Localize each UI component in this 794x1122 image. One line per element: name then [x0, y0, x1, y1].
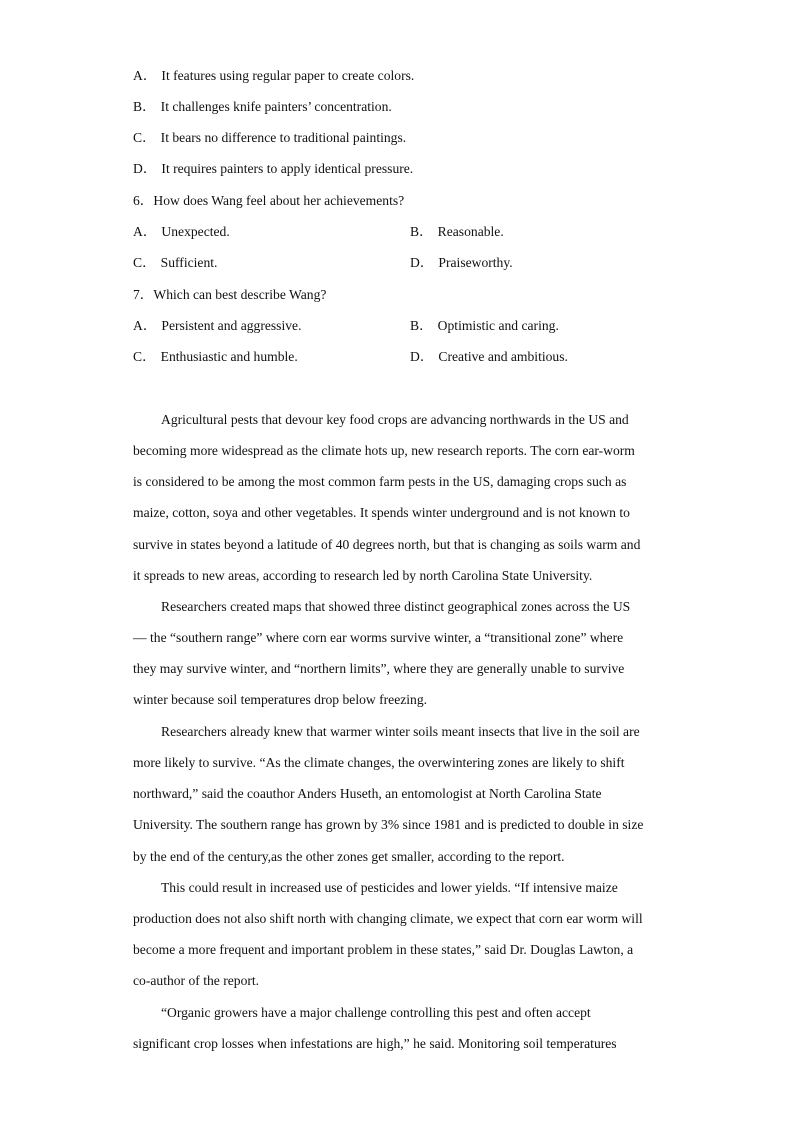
passage-line: survive in states beyond a latitude of 40 degrees north, but that is changing as soils warm and — [133, 537, 641, 552]
q7-option-a: A． Persistent and aggressive. — [133, 318, 302, 333]
passage-line: they may survive winter, and “northern limits”, where they are generally unable to survive — [133, 661, 625, 676]
passage-line: northward,” said the coauthor Anders Huseth, an entomologist at North Carolina State — [133, 786, 602, 801]
passage-line: Agricultural pests that devour key food crops are advancing northwards in the US and — [161, 412, 629, 427]
q7-option-d: D． Creative and ambitious. — [410, 349, 568, 364]
q6-option-d: D． Praiseworthy. — [410, 255, 513, 270]
q6-stem: 6．How does Wang feel about her achievements? — [133, 193, 405, 208]
passage-line: become a more frequent and important problem in these states,” said Dr. Douglas Lawton, a — [133, 942, 634, 957]
passage-line: winter because soil temperatures drop below freezing. — [133, 692, 428, 707]
passage-line: Researchers created maps that showed three distinct geographical zones across the US — [161, 599, 631, 614]
passage-line: production does not also shift north with changing climate, we expect that corn ear worm will — [133, 911, 643, 926]
passage-line: more likely to survive. “As the climate changes, the overwintering zones are likely to shift — [133, 755, 625, 770]
passage-line: by the end of the century,as the other zones get smaller, according to the report. — [133, 849, 565, 864]
passage-line: — the “southern range” where corn ear worms survive winter, a “transitional zone” where — [133, 630, 624, 645]
passage-line: “Organic growers have a major challenge controlling this pest and often accept — [161, 1005, 591, 1020]
passage-line: University. The southern range has grown by 3% since 1981 and is predicted to double in size — [133, 817, 644, 832]
q5-option-d: D． It requires painters to apply identical pressure. — [133, 161, 414, 176]
q5-option-b: B． It challenges knife painters’ concentration. — [133, 99, 392, 114]
q6-option-a: A． Unexpected. — [133, 224, 230, 239]
q5-option-c: C． It bears no difference to traditional paintings. — [133, 130, 407, 145]
passage-line: This could result in increased use of pesticides and lower yields. “If intensive maize — [161, 880, 618, 895]
passage-line: significant crop losses when infestations are high,” he said. Monitoring soil temperatures — [133, 1036, 617, 1051]
passage-line: it spreads to new areas, according to research led by north Carolina State University. — [133, 568, 593, 583]
q5-option-a: A． It features using regular paper to create colors. — [133, 68, 415, 83]
q6-option-b: B． Reasonable. — [410, 224, 504, 239]
passage-line: co-author of the report. — [133, 973, 260, 988]
passage-line: Researchers already knew that warmer winter soils meant insects that live in the soil are — [161, 724, 640, 739]
q7-option-c: C． Enthusiastic and humble. — [133, 349, 298, 364]
passage-line: maize, cotton, soya and other vegetables. It spends winter underground and is not known to — [133, 505, 630, 520]
passage-line: is considered to be among the most common farm pests in the US, damaging crops such as — [133, 474, 627, 489]
q6-option-c: C． Sufficient. — [133, 255, 218, 270]
q7-stem: 7．Which can best describe Wang? — [133, 287, 327, 302]
q7-option-b: B． Optimistic and caring. — [410, 318, 559, 333]
passage-line: becoming more widespread as the climate hots up, new research reports. The corn ear-worm — [133, 443, 635, 458]
